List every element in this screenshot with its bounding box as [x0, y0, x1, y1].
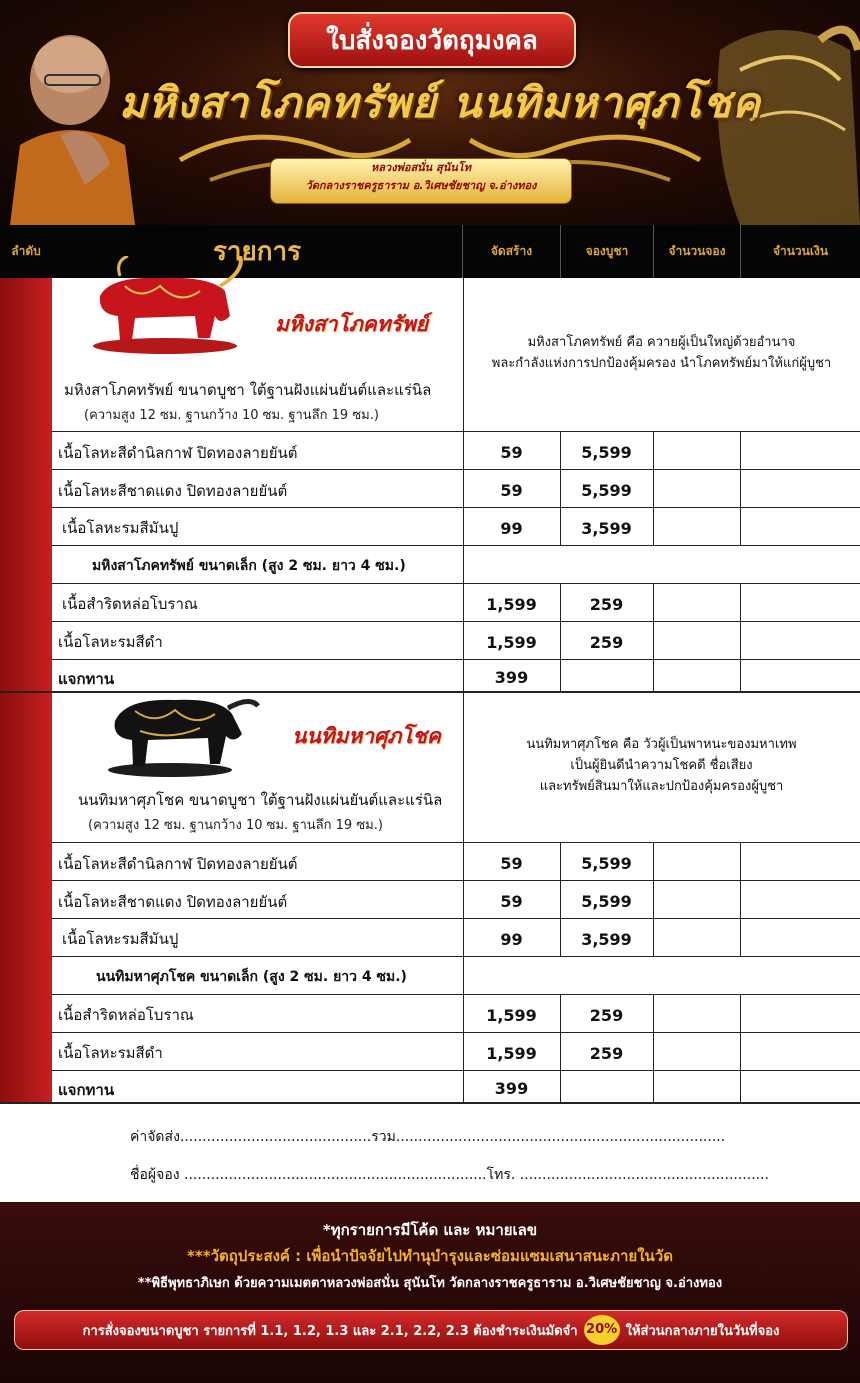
footer-notes [0, 1202, 860, 1383]
list-item: เนื้อโลหะสีชาดแดง ปิดทองลายยันต์ [58, 893, 288, 911]
section1-small-title: มหิงสาโภคทรัพย์ ขนาดเล็ก (สูง 2 ซม. ยาว 4 ซม.) [92, 558, 406, 574]
temple-plaque [270, 158, 572, 204]
temple-name: วัดกลางราชครูธาราม อ.วิเศษชัยชาญ จ.อ่างทอง [305, 179, 537, 192]
list-item: เนื้อโลหะรมสีมันปู [62, 519, 179, 537]
order-form-badge: ใบสั่งจองวัตถุมงคล [288, 12, 576, 68]
section2-dims: (ความสูง 12 ซม. ฐานกว้าง 10 ซม. ฐานลึก 19 ซม.) [88, 818, 383, 833]
list-item: เนื้อโลหะสีดำนิลกาฬ ปิดทองลายยันต์ [58, 855, 298, 873]
deposit-percent-badge: 20% [584, 1315, 620, 1345]
list-item: เนื้อโลหะสีดำนิลกาฬ ปิดทองลายยันต์ [58, 444, 298, 462]
order-table: มหิงสาโภคทรัพย์ มหิงสาโภคทรัพย์ คือ ควายผู้เป็นใหญ่ด้วยอำนาจ พละกำลังแห่งการปกป้องคุ้มครอง นำโภคทรัพย์มาให้แก่ผู้บูชา 1 มหิงสาโภคทรัพย์ ขนาดบูชา ใต้ฐานฝังแผ่นยันต์และแร่นิล (ความสูง 12 ซม. ฐานกว้าง 10 ซม. ฐานลึก 19 ซม.) 1.1 เนื้อโลหะสีดำนิลกาฬ ปิดทองลายยันต์ 59 5,599 1.2 เนื้อโลหะสีชาดแดง ปิดทองลายยันต์ 59 5,599 1.3 เนื้อโลหะรมสีมันปู 99 3,599 มหิงสาโภคทรัพย์ ขนาดเล็ก (สูง 2 ซม. ยาว 4 ซม.) 1.4 เนื้อสำริดหล่อโบราณ 1,599 259 1.5 เนื้อโลหะรมสีดำ 1,599 259 1.6 แจกทาน 399 นนทิมหาศุภโชค นนทิมหาศุภโชค คือ วัวผู้เป็นพาหนะของมหาเทพ เป็นผู้ยินดีนำความโชคดี ชื่อเสียง และทรัพย์สินมาให้และปกป้องคุ้มครองผู้บูชา 2 นนทิมหาศุภโชค ขนาดบูชา ใต้ฐานฝังแผ่นยันต์และแร่นิล (ความสูง 12 ซม. ฐานกว้าง 10 ซม. ฐานลึก 19 ซม.) 2.1 เนื้อโลหะสีดำนิลกาฬ ปิดทองลายยันต์ 59 5,599 2.2 เนื้อโลหะสีชาดแดง ปิดทองลายยันต์ 59 5,599 2.3 เนื้อโลหะรมสีมันปู 99 3,599 นนทิมหาศุภโชค ขนาดเล็ก (สูง 2 ซม. ยาว 4 ซม.) 2.4 เนื้อสำริดหล่อโบราณ 1,599 259 2.5 เนื้อโลหะรมสีดำ 1,599 259 2.6 แจกทาน 399 [0, 278, 860, 1104]
monk-name: หลวงพ่อสนั่น สุนันโท [371, 161, 471, 174]
section2-description: นนทิมหาศุภโชค คือ วัวผู้เป็นพาหนะของมหาเทพ เป็นผู้ยินดีนำความโชคดี ชื่อเสียง และทรัพย์สินมาให้และปกป้องคุ้มครองผู้บูชา [526, 737, 797, 794]
shipping-total-line[interactable]: ค่าจัดส่ง...........................................รวม.......................................................................... [130, 1129, 726, 1145]
section1-no: 1 [844, 378, 854, 393]
col-amount: จำนวนเงิน [772, 244, 829, 258]
col-made: จัดสร้าง [490, 244, 533, 258]
list-item: เนื้อโลหะรมสีมันปู [62, 930, 179, 948]
section1-dims: (ความสูง 12 ซม. ฐานกว้าง 10 ซม. ฐานลึก 19 ซม.) [84, 408, 379, 423]
product-art-title-1: มหิงสาโภคทรัพย์ [275, 311, 428, 336]
section1-description: มหิงสาโภคทรัพย์ คือ ควายผู้เป็นใหญ่ด้วยอำนาจ พละกำลังแห่งการปกป้องคุ้มครอง นำโภคทรัพย์มาให้แก่ผู้บูชา [491, 335, 832, 371]
list-item: เนื้อโลหะรมสีดำ [58, 633, 163, 651]
header-banner [0, 0, 860, 225]
section2-small-title: นนทิมหาศุภโชค ขนาดเล็ก (สูง 2 ซม. ยาว 4 ซม.) [96, 969, 407, 985]
header-title: มหิงสาโภคทรัพย์ นนทิมหาศุภโชค [118, 78, 762, 127]
section1-title: มหิงสาโภคทรัพย์ ขนาดบูชา ใต้ฐานฝังแผ่นยันต์และแร่นิล [64, 381, 432, 399]
col-price: จองบูชา [585, 244, 629, 258]
list-item: เนื้อสำริดหล่อโบราณ [62, 595, 198, 613]
col-item: รายการ [212, 237, 302, 267]
section2-no: 2 [844, 788, 854, 803]
list-item: เนื้อโลหะรมสีดำ [58, 1044, 163, 1062]
name-phone-line[interactable]: ชื่อผู้จอง ....................................................................โทร. ........................................................ [130, 1167, 770, 1183]
deposit-banner: การสั่งจองขนาดบูชา รายการที่ 1.1, 1.2, 1.3 และ 2.1, 2.2, 2.3 ต้องชำระเงินมัดจำ 20% ให้ส่วนกลางภายในวันที่จอง [14, 1310, 848, 1350]
note-codes: *ทุกรายการมีโค้ด และ หมายเลข [322, 1221, 538, 1239]
order-form-fields [0, 1104, 860, 1202]
red-buffalo-image [80, 256, 250, 356]
note-ceremony: **พิธีพุทธาภิเษก ด้วยความเมตตาหลวงพ่อสนั่น สุนันโท วัดกลางราชครูธาราม อ.วิเศษชัยชาญ จ.อ่างทอง [137, 1276, 723, 1291]
col-qty: จำนวนจอง [668, 244, 726, 258]
col-no: ลำดับ [11, 244, 41, 258]
list-item: แจกทาน [58, 670, 115, 688]
section2-title: นนทิมหาศุภโชค ขนาดบูชา ใต้ฐานฝังแผ่นยันต์และแร่นิล [78, 791, 443, 809]
list-item: แจกทาน [58, 1081, 115, 1099]
product-art-title-2: นนทิมหาศุภโชค [292, 723, 441, 748]
list-item: เนื้อสำริดหล่อโบราณ [58, 1006, 194, 1024]
note-purpose: ***วัตถุประสงค์ : เพื่อนำปัจจัยไปทำนุบำรุงและซ่อมแซมเสนาสนะภายในวัด [187, 1247, 673, 1265]
black-bull-image [100, 686, 260, 778]
list-item: เนื้อโลหะสีชาดแดง ปิดทองลายยันต์ [58, 482, 288, 500]
